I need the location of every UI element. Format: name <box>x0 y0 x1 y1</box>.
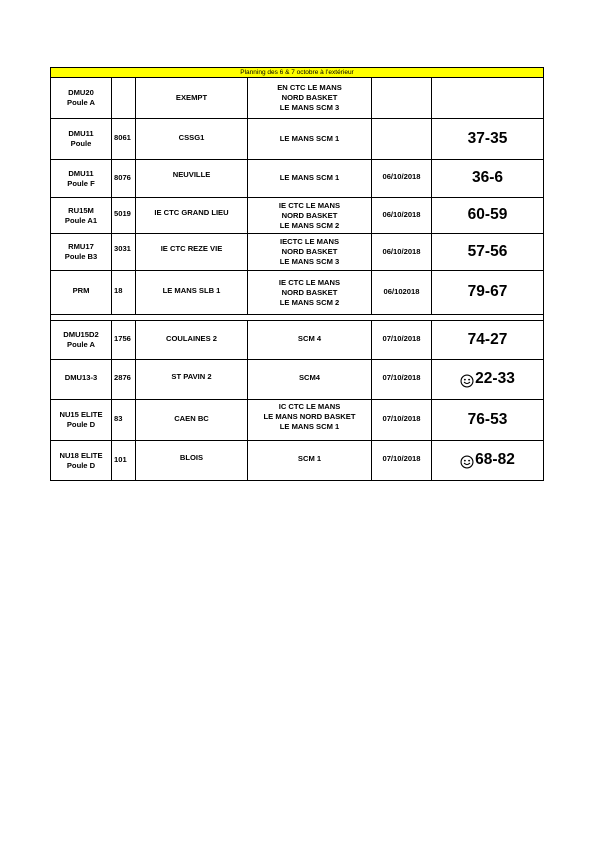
score-cell: 57-56 <box>432 234 544 271</box>
opponent-cell: ST PAVIN 2 <box>136 360 248 400</box>
date-cell: 06/10/2018 <box>372 160 432 198</box>
team-cell: LE MANS SCM 1 <box>248 160 372 198</box>
table-row <box>51 271 544 315</box>
table-row <box>51 360 544 400</box>
score-cell: 79-67 <box>432 271 544 315</box>
score-cell: 76-53 <box>432 400 544 441</box>
date-cell: 07/10/2018 <box>372 400 432 441</box>
category-cell: DMU11 Poule <box>51 119 112 160</box>
category-cell: NU15 ELITE Poule D <box>51 400 112 441</box>
match-number-cell: 8076 <box>112 160 136 198</box>
team-cell: EN CTC LE MANS NORD BASKET LE MANS SCM 3 <box>248 78 372 119</box>
match-number-cell <box>112 78 136 119</box>
smiley-icon <box>460 374 474 388</box>
table-row <box>51 160 544 198</box>
score-cell: 60-59 <box>432 198 544 234</box>
category-cell: RMU17 Poule B3 <box>51 234 112 271</box>
score-cell: 36-6 <box>432 160 544 198</box>
team-cell: SCM 4 <box>248 321 372 360</box>
date-cell: 07/10/2018 <box>372 441 432 481</box>
schedule-table <box>50 67 544 481</box>
score-cell: 22-33 <box>432 360 544 400</box>
date-cell <box>372 119 432 160</box>
date-cell: 07/10/2018 <box>372 321 432 360</box>
table-row <box>51 198 544 234</box>
category-cell: RU15M Poule A1 <box>51 198 112 234</box>
opponent-cell: LE MANS SLB 1 <box>136 271 248 315</box>
category-cell: DMU15D2 Poule A <box>51 321 112 360</box>
table-row <box>51 321 544 360</box>
team-cell: SCM4 <box>248 360 372 400</box>
table-row <box>51 441 544 481</box>
score-cell: 37-35 <box>432 119 544 160</box>
category-cell: PRM <box>51 271 112 315</box>
category-cell: NU18 ELITE Poule D <box>51 441 112 481</box>
table-row <box>51 119 544 160</box>
team-cell: IC CTC LE MANS LE MANS NORD BASKET LE MANS SCM 1 <box>248 400 372 441</box>
date-cell <box>372 78 432 119</box>
score-cell <box>432 78 544 119</box>
match-number-cell: 2876 <box>112 360 136 400</box>
smiley-icon <box>460 455 474 469</box>
opponent-cell: NEUVILLE <box>136 160 248 198</box>
opponent-cell: IE CTC GRAND LIEU <box>136 198 248 234</box>
opponent-cell: IE CTC REZE VIE <box>136 234 248 271</box>
team-cell: IE CTC LE MANS NORD BASKET LE MANS SCM 2 <box>248 271 372 315</box>
match-number-cell: 3031 <box>112 234 136 271</box>
table-row <box>51 400 544 441</box>
match-number-cell: 101 <box>112 441 136 481</box>
table-row <box>51 234 544 271</box>
date-cell: 06/10/2018 <box>372 234 432 271</box>
date-cell: 06/10/2018 <box>372 198 432 234</box>
table-row <box>51 78 544 119</box>
match-number-cell: 18 <box>112 271 136 315</box>
team-cell: IE CTC LE MANS NORD BASKET LE MANS SCM 2 <box>248 198 372 234</box>
table-title: Planning des 6 & 7 octobre à l’extérieur <box>51 68 544 78</box>
opponent-cell: CAEN BC <box>136 400 248 441</box>
opponent-cell: BLOIS <box>136 441 248 481</box>
opponent-cell: EXEMPT <box>136 78 248 119</box>
category-cell: DMU11 Poule F <box>51 160 112 198</box>
score-cell: 74-27 <box>432 321 544 360</box>
match-number-cell: 83 <box>112 400 136 441</box>
match-number-cell: 5019 <box>112 198 136 234</box>
score-cell: 68-82 <box>432 441 544 481</box>
category-cell: DMU13-3 <box>51 360 112 400</box>
table-title-row <box>51 68 544 78</box>
opponent-cell: CSSG1 <box>136 119 248 160</box>
opponent-cell: COULAINES 2 <box>136 321 248 360</box>
team-cell: SCM 1 <box>248 441 372 481</box>
category-cell: DMU20 Poule A <box>51 78 112 119</box>
team-cell: LE MANS SCM 1 <box>248 119 372 160</box>
date-cell: 06/102018 <box>372 271 432 315</box>
match-number-cell: 8061 <box>112 119 136 160</box>
date-cell: 07/10/2018 <box>372 360 432 400</box>
team-cell: IECTC LE MANS NORD BASKET LE MANS SCM 3 <box>248 234 372 271</box>
match-number-cell: 1756 <box>112 321 136 360</box>
